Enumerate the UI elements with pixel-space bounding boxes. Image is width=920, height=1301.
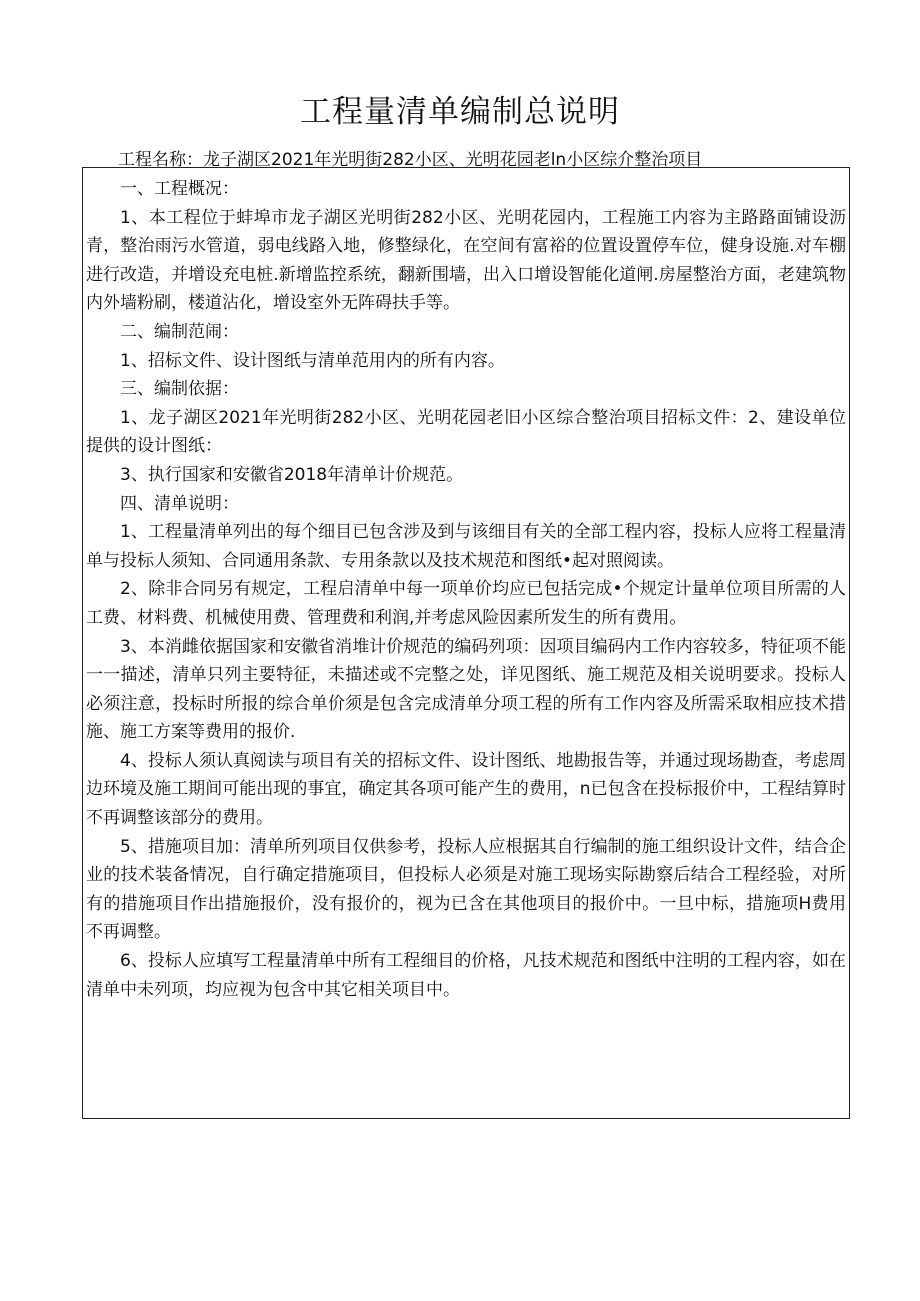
paragraph-note-6: 6、投标人应填写工程量清单中所有工程细目的价格，凡技术规范和图纸中注明的工程内容，如在清单中未列项，均应视为包含中其它相关项目中。 (86, 951, 846, 1000)
paragraph-note-4: 4、投标人须认真阅读与项目有关的招标文件、设计图纸、地勘报告等，并通过现场勘查，考虑周边环境及施工期间可能出现的事宜，确定其各项可能产生的费用，n已包含在投标报价中，工程结算时不再调整该部分的费用。 (86, 750, 846, 829)
paragraph-basis-1: 1、龙子湖区2021年光明街282小区、光明花园老旧小区综合整治项目招标文件：2、建设单位提供的设计图纸： (86, 407, 846, 457)
description-body (86, 175, 846, 1004)
page-title: 工程量清单编制总说明 (300, 94, 620, 130)
section-heading-notes: 四、清单说明： (120, 493, 239, 514)
paragraph-note-5: 5、措施项目加：清单所列项目仅供参考，投标人应根据其自行编制的施工组织设计文件，结合企业的技术装备情况，自行确定措施项目，但投标人必须是对施工现场实际勘察后结合工程经验，对所有的措施项目作出措施报价，没有报价的，视为已含在其他项目的报价中。一旦中标，措施项H费用不再调整。 (86, 836, 846, 943)
paragraph-note-2: 2、除非合同另有规定，工程启清单中每一项单价均应已包括完成•个规定计量单位项目所需的人工费、材料费、机械使用费、管理费和利润,并考虑风险因素所发生的所有费用。 (86, 579, 846, 628)
paragraph-overview: 1、本工程位于蚌埠市龙子湖区光明街282小区、光明花园内，工程施工内容为主路路面铺设沥青，整治雨污水管道，弱电线路入地，修整绿化，在空间有富裕的位置设置停车位，健身设施.对车棚进行改造，并增设充电桩.新增监控系统，翻新围墙，出入口增设智能化道闸.房屋整治方面，老建筑物内外墙粉刷，楼道沾化，增设室外无阵碍扶手等。 (86, 207, 846, 314)
paragraph-basis-3: 3、执行国家和安徽省2018年清单计价规范。 (120, 464, 464, 485)
project-name-label: 工程名称： (118, 150, 203, 170)
project-name-value: 龙子湖区2021年光明街282小区、光明花园老ln小区综介整治项目 (203, 150, 703, 170)
paragraph-scope: 1、招标文件、设计图纸与清单范用内的所有内容。 (120, 350, 505, 371)
paragraph-note-1: 1、工程量清单列出的每个细目已包含涉及到与该细目有关的全部工程内容，投标人应将工程量清单与投标人须知、合同通用条款、专用条款以及技术规范和图纸•起对照阅读。 (86, 522, 846, 571)
paragraph-note-3: 3、本消雌依据国家和安徽省消堆计价规范的编码列项：因项目编码内工作内容较多，特征项不能一一描述，清单只列主要特征，未描述或不完整之处，详见图纸、施工规范及相关说明要求。投标人必须注意，投标时所报的综合单价须是包含完成清单分项工程的所有工作内容及所需采取相应技术措施、施工方案等费用的报价. (86, 636, 846, 743)
section-heading-overview: 一、工程概况： (120, 179, 239, 199)
section-heading-scope: 二、编制范闹： (120, 321, 239, 342)
section-heading-basis: 三、编制依据： (120, 379, 239, 400)
